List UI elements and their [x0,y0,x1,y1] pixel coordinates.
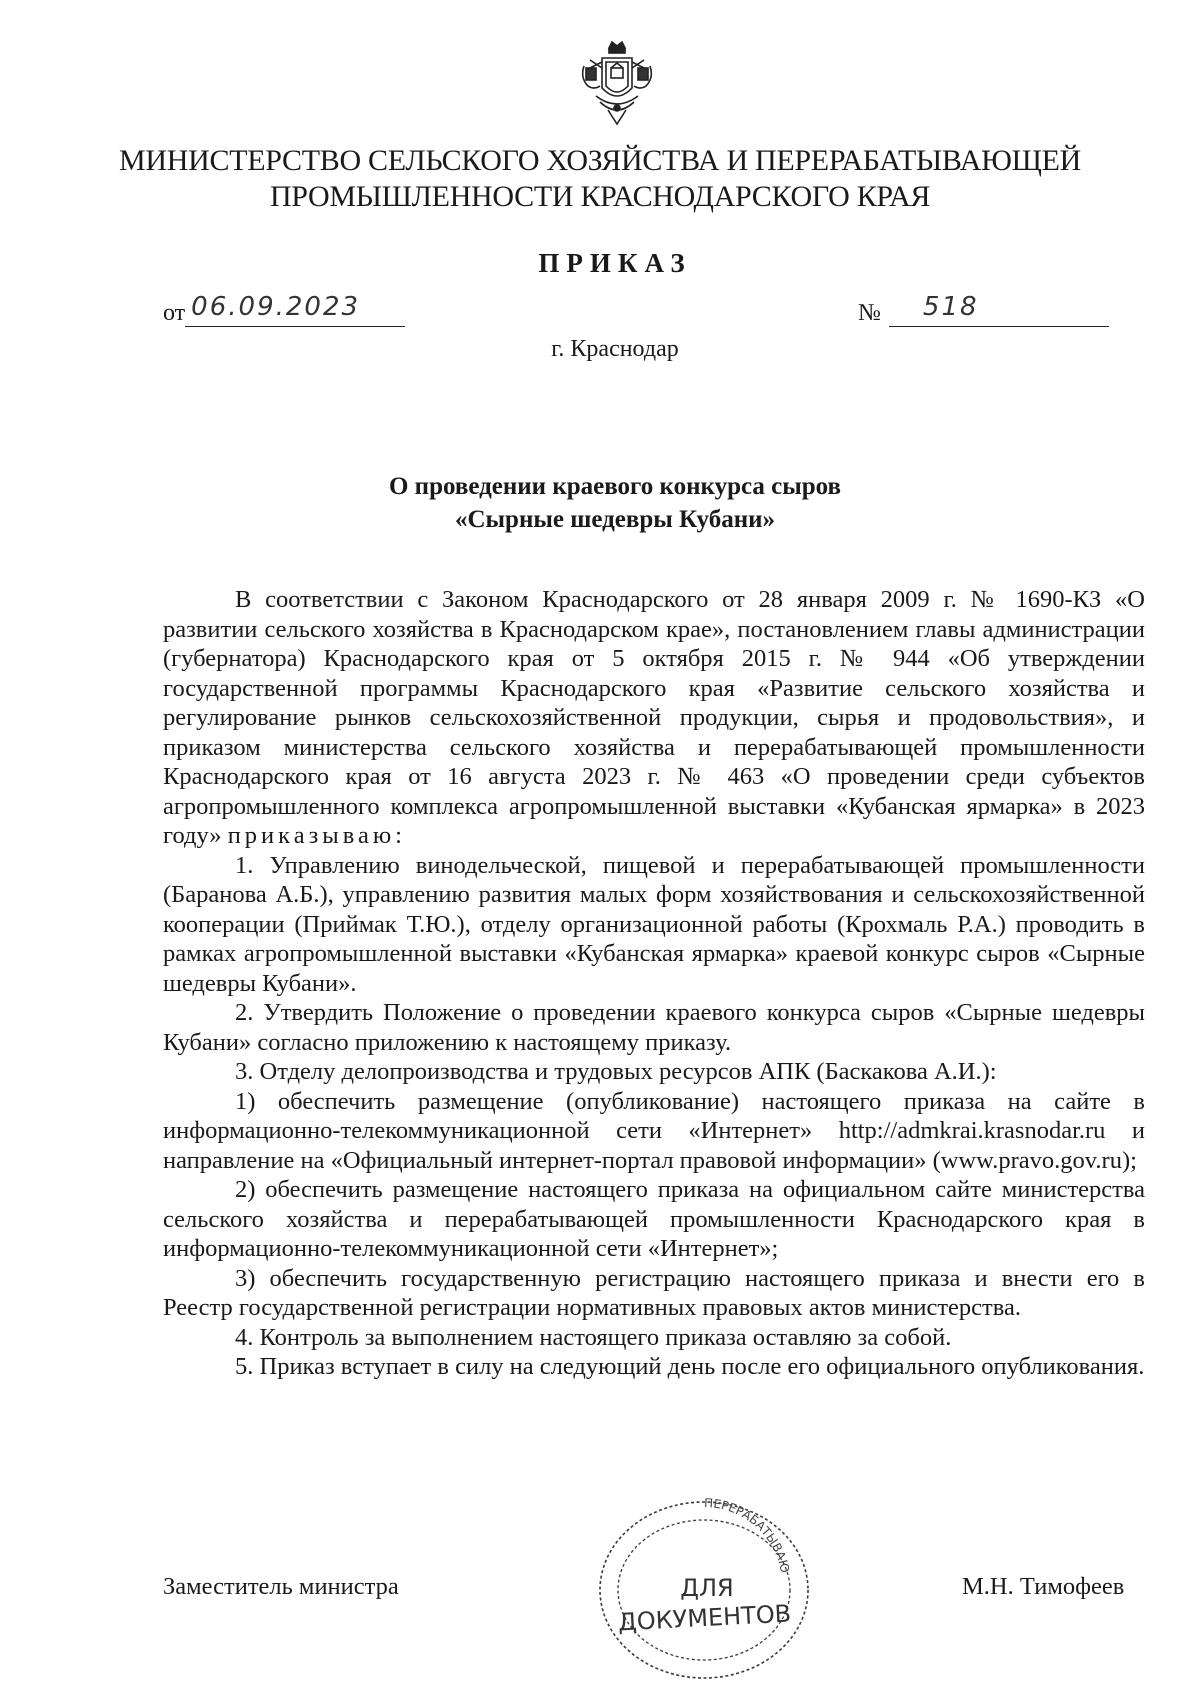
ministry-name-line-1: МИНИСТЕРСТВО СЕЛЬСКОГО ХОЗЯЙСТВА И ПЕРЕРАБАТЫВАЮЩЕЙ [119,144,1081,177]
number-label: № [858,300,881,326]
order-item-4: 4. Контроль за выполнением настоящего приказа оставляю за собой. [235,1323,952,1351]
number-handwritten: 518 [922,292,979,322]
ministry-name-line-2: ПРОМЫШЛЕННОСТИ КРАСНОДАРСКОГО КРАЯ [269,180,931,213]
order-word: приказываю: [227,822,406,849]
order-item-5: 5. Приказ вступает в силу на следующий день после его официального опубликования. [235,1353,1145,1380]
date-handwritten: 06.09.2023 [191,292,361,322]
order-date [163,292,405,327]
date-label: от [163,300,186,326]
document-stamp [586,1490,822,1680]
order-item-1: 1. Управлению винодельческой, пищевой и перерабатывающей промышленности (Баранова А.Б.), управлению развития малых форм хозяйствования и сельскохозяйственной кооперации (Приймак Т.Ю.), отделу организационной работы (Крохмаль Р.А.) проводить в рамках агропромышленной выставки «Кубанская ярмарка» краевой конкурс сыров «Сырные шедевры Кубани». [163,851,1145,997]
stamp-text-line-2: ДОКУМЕНТОВ [617,1599,792,1637]
subject-line-1: О проведении краевого конкурса сыров [388,473,842,500]
order-item-3-1: 1) обеспечить размещение (опубликование) настоящего приказа на сайте в информационно-телекоммуникационной сети «Интернет» http://admkrai.krasnodar.ru и направление на «Официальный интернет-портал правовой информации» (www.pravo.gov.ru); [163,1087,1145,1174]
stamp-text-line-1: ДЛЯ [680,1574,734,1602]
order-subject [0,470,1200,536]
city: г. Краснодар [551,336,679,362]
coat-of-arms-emblem [576,38,658,128]
order-number [858,292,1109,327]
signatory-name: М.Н. Тимофеев [962,1573,1125,1600]
order-item-3-3: 3) обеспечить государственную регистрацию настоящего приказа и внести его в Реестр государственной регистрации нормативных правовых актов министерства. [163,1264,1145,1321]
order-item-3: 3. Отделу делопроизводства и трудовых ресурсов АПК (Баскакова А.И.): [235,1058,997,1085]
document-type-title: ПРИКАЗ [538,248,692,278]
subject-line-2: «Сырные шедевры Кубани» [454,506,776,533]
ministry-name [100,143,1100,215]
signatory-position: Заместитель министра [163,1573,399,1600]
preamble-paragraph [163,585,1145,851]
date-underline [185,292,405,327]
order-item-3-2: 2) обеспечить размещение настоящего приказа на официальном сайте министерства сельского хозяйства и перерабатывающей промышленности Краснодарского края в информационно-телекоммуникационной сети «Интернет»; [163,1176,1145,1262]
stamp-ring-text: ПЕРЕРАБАТЫВАЮ [703,1495,793,1575]
order-body [163,585,1145,1382]
number-underline [889,292,1109,327]
order-item-2: 2. Утвердить Положение о проведении краевого конкурса сыров «Сырные шедевры Кубани» согласно приложению к настоящему приказу. [163,999,1145,1056]
preamble-text: В соответствии с Законом Краснодарского от 28 января 2009 г. № 1690-КЗ «О развитии сельского хозяйства в Краснодарском крае», постановлением главы администрации (губернатора) Краснодарского края от 5 октября 2015 г. № 944 «Об утверждении государственной программы Краснодарского края «Развитие сельского хозяйства и регулирование рынков сельскохозяйственной продукции, сырья и продовольствия», и приказом министерства сельского хозяйства и перерабатывающей промышленности Краснодарского края от 16 августа 2023 г. № 463 «О проведении среди субъектов агропромышленного комплекса агропромышленной выставки «Кубанская ярмарка» в 2023 году» [163,586,1145,849]
